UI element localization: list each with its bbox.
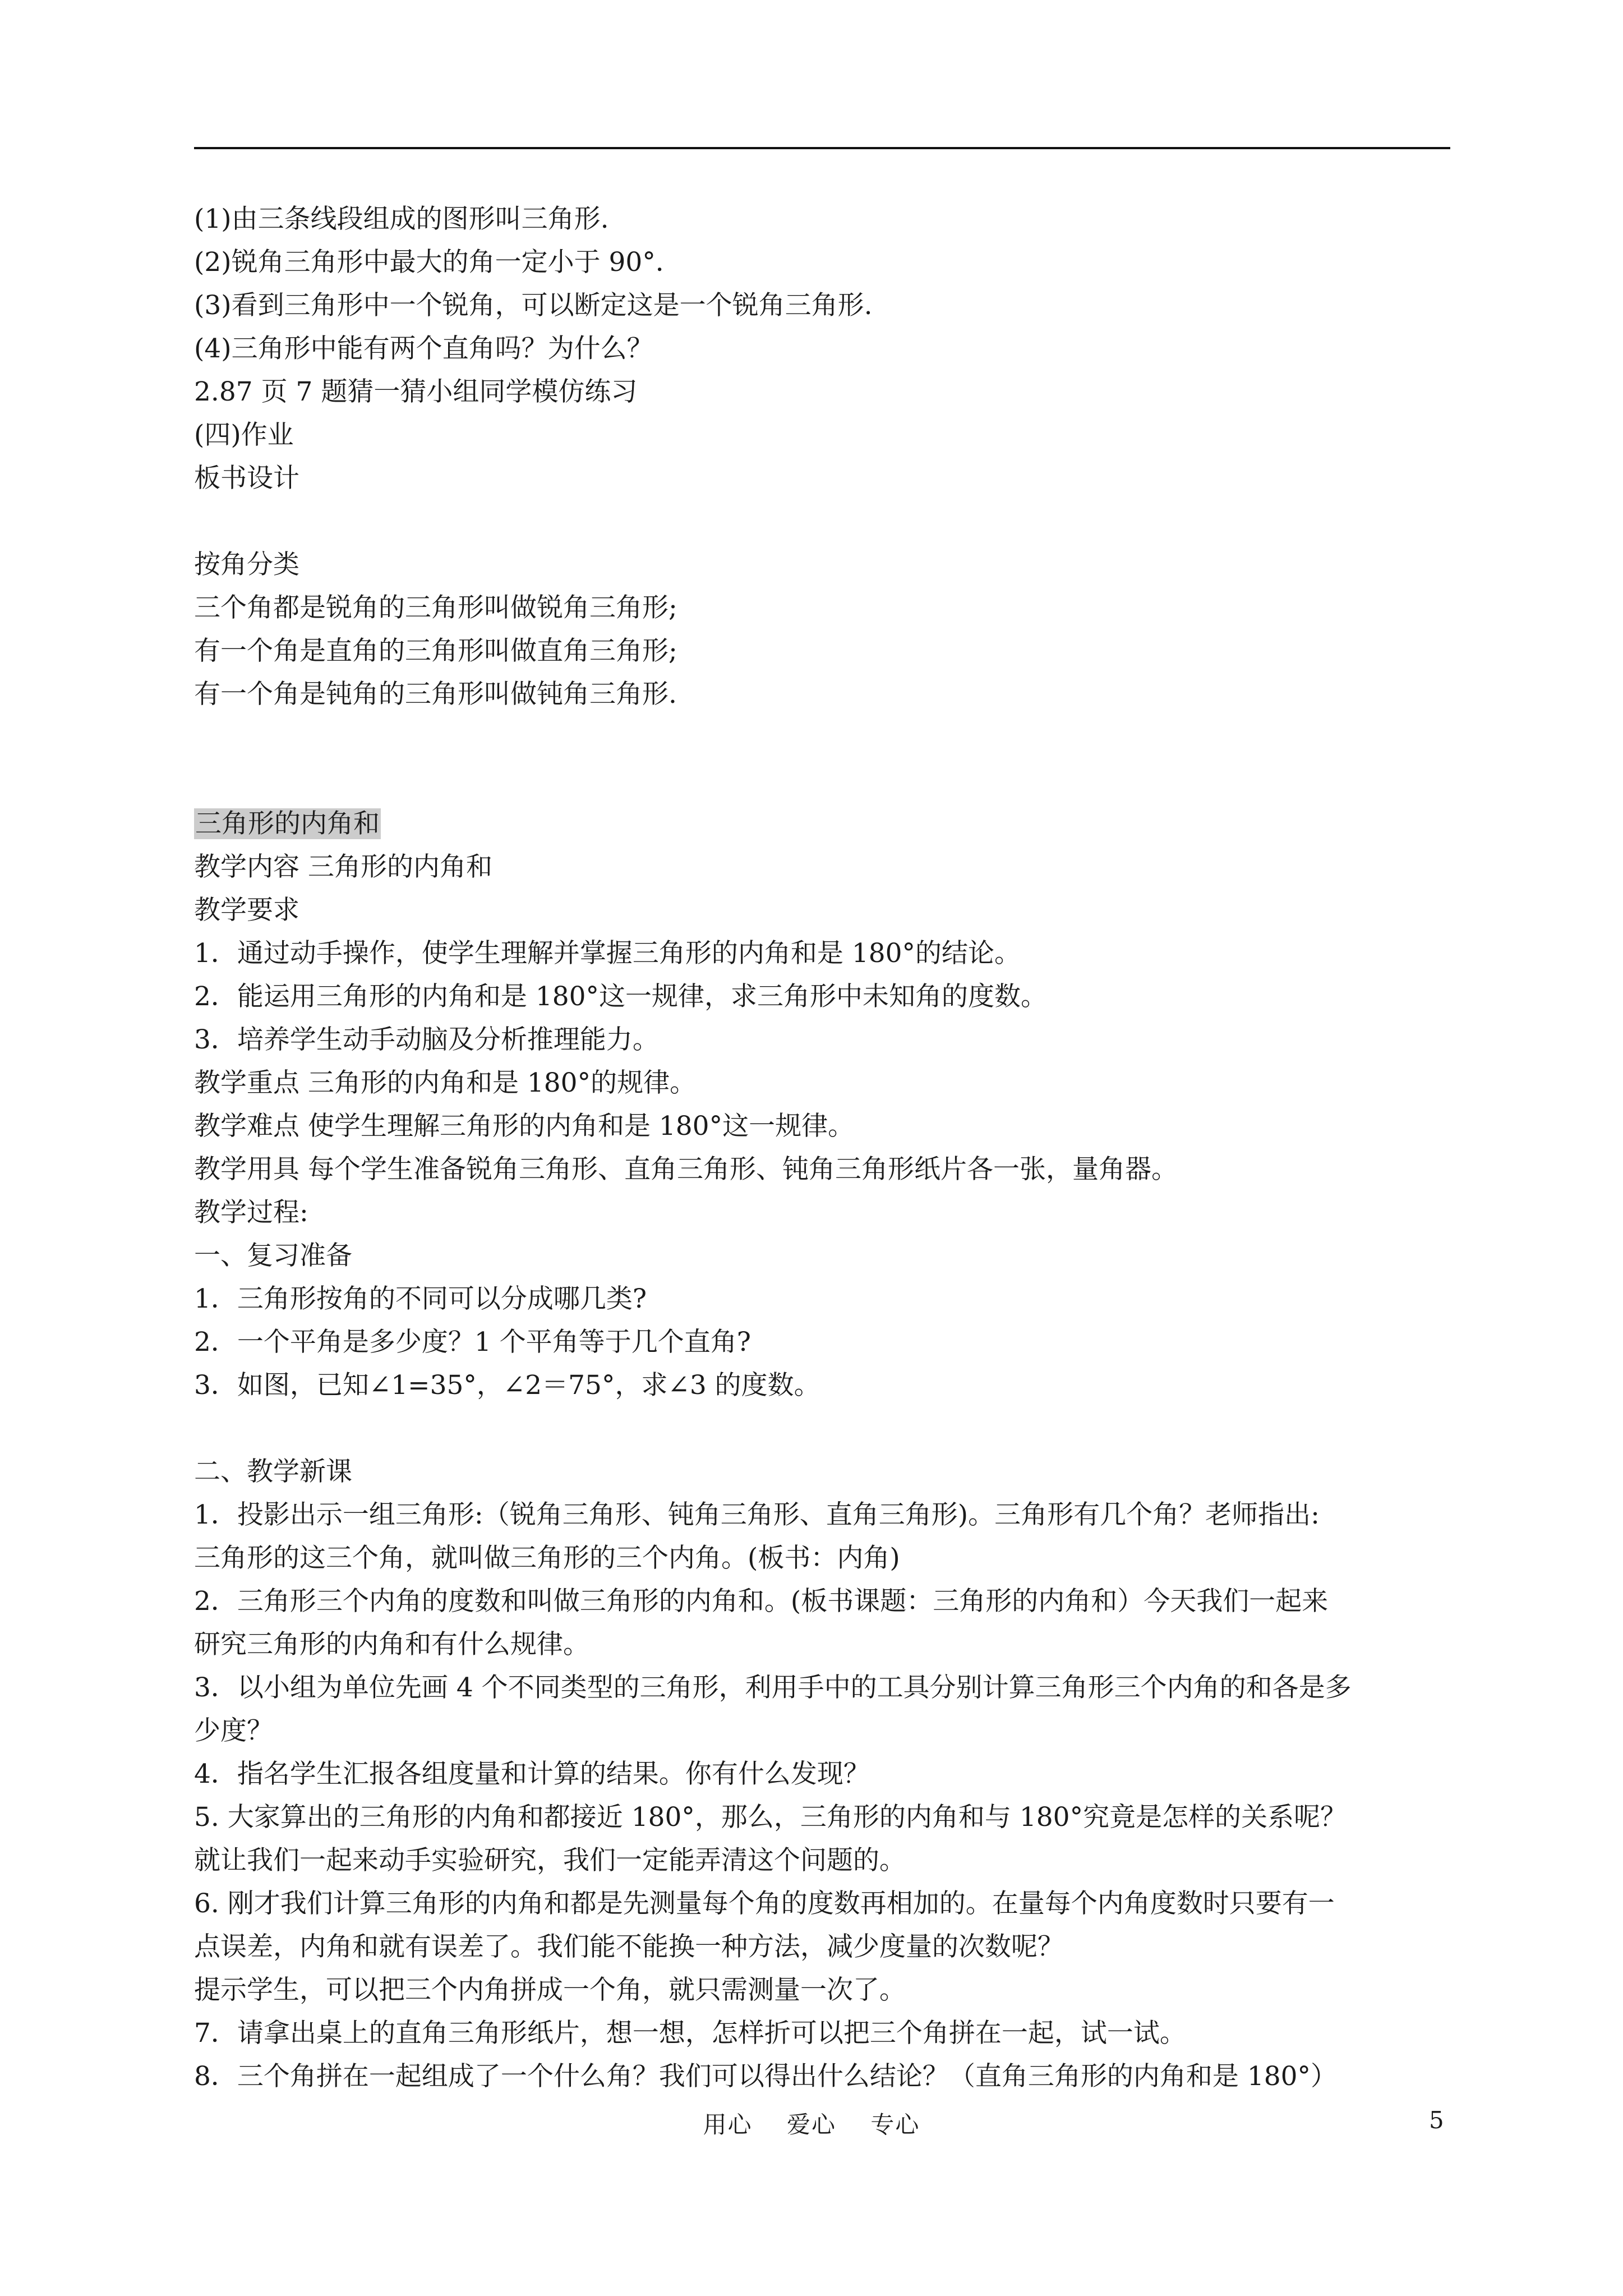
header-rule	[194, 147, 1450, 149]
text-line: 3．以小组为单位先画 4 个不同类型的三角形，利用手中的工具分别计算三角形三个内角的和各是多	[194, 1672, 1352, 1703]
text-line: 6. 刚才我们计算三角形的内角和都是先测量每个角的度数再相加的。在量每个内角度数时只要有一	[194, 1888, 1335, 1919]
board-design-line: 有一个角是直角的三角形叫做直角三角形;	[194, 636, 677, 666]
section-title: 三角形的内角和	[195, 808, 380, 839]
text-line: 教学过程:	[194, 1197, 308, 1228]
text-line: 7．请拿出桌上的直角三角形纸片，想一想，怎样折可以把三个角拼在一起，试一试。	[194, 2018, 1186, 2049]
text-line: 1．投影出示一组三角形:（锐角三角形、钝角三角形、直角三角形)。三角形有几个角？老师指出:	[194, 1499, 1320, 1530]
board-design-line: 有一个角是钝角的三角形叫做钝角三角形.	[194, 679, 677, 710]
text-line: (2)锐角三角形中最大的角一定小于 90°．	[194, 247, 682, 278]
text-line: 5. 大家算出的三角形的内角和都接近 180°，那么，三角形的内角和与 180°究竟是怎样的关系呢？	[194, 1802, 1347, 1833]
text-line: 1．三角形按角的不同可以分成哪几类?	[194, 1283, 647, 1314]
section-title-line	[194, 802, 1450, 845]
text-line: 教学要求	[194, 895, 299, 926]
text-line: 3．培养学生动手动脑及分析推理能力。	[194, 1024, 659, 1055]
board-design-line: 三个角都是锐角的三角形叫做锐角三角形;	[194, 592, 677, 623]
text-line: 少度？	[194, 1715, 273, 1746]
text-line: 研究三角形的内角和有什么规律。	[194, 1629, 589, 1660]
board-design-line: 按角分类	[194, 549, 299, 580]
text-line: 2．一个平角是多少度？1 个平角等于几个直角?	[194, 1327, 751, 1358]
text-line: 3．如图，已知∠1=35°，∠2＝75°，求∠3 的度数。	[194, 1370, 820, 1401]
text-line: 2．三角形三个内角的度数和叫做三角形的内角和。(板书课题：三角形的内角和）今天我们一起来	[194, 1586, 1329, 1617]
text-line: 1．通过动手操作，使学生理解并掌握三角形的内角和是 180°的结论。	[194, 938, 1021, 969]
text-line: (3)看到三角形中一个锐角，可以断定这是一个锐角三角形.	[194, 290, 873, 321]
text-line: (四)作业	[194, 420, 294, 450]
text-line: 教学难点 使学生理解三角形的内角和是 180°这一规律。	[194, 1111, 855, 1142]
text-line: (4)三角形中能有两个直角吗？为什么？	[194, 333, 653, 364]
text-line: 二、教学新课	[194, 1456, 352, 1487]
text-line: 2.87 页 7 题猜一猜小组同学模仿练习	[194, 376, 638, 407]
text-line: 教学重点 三角形的内角和是 180°的规律。	[194, 1068, 697, 1098]
text-line: 就让我们一起来动手实验研究，我们一定能弄清这个问题的。	[194, 1845, 906, 1876]
text-line: 4．指名学生汇报各组度量和计算的结果。你有什么发现？	[194, 1759, 870, 1789]
text-line: 一、复习准备	[194, 1240, 352, 1271]
text-line: 板书设计	[194, 463, 299, 494]
text-line: 教学用具 每个学生准备锐角三角形、直角三角形、钝角三角形纸片各一张，量角器。	[194, 1154, 1178, 1185]
text-line: (1)由三条线段组成的图形叫三角形.	[194, 204, 609, 234]
text-line: 8．三个角拼在一起组成了一个什么角？我们可以得出什么结论？（直角三角形的内角和是 180°）	[194, 2061, 1338, 2092]
page-number: 5	[1429, 2106, 1444, 2134]
document-body	[194, 197, 1450, 2098]
text-line: 2．能运用三角形的内角和是 180°这一规律，求三角形中未知角的度数。	[194, 981, 1048, 1012]
text-line: 三角形的这三个角，就叫做三角形的三个内角。(板书：内角)	[194, 1543, 900, 1573]
footer-text: 用心 爱心 专心	[703, 2111, 920, 2138]
text-line: 教学内容 三角形的内角和	[194, 852, 492, 882]
text-line: 点误差，内角和就有误差了。我们能不能换一种方法，减少度量的次数呢？	[194, 1931, 1064, 1962]
text-line: 提示学生，可以把三个内角拼成一个角，就只需测量一次了。	[194, 1975, 906, 2005]
